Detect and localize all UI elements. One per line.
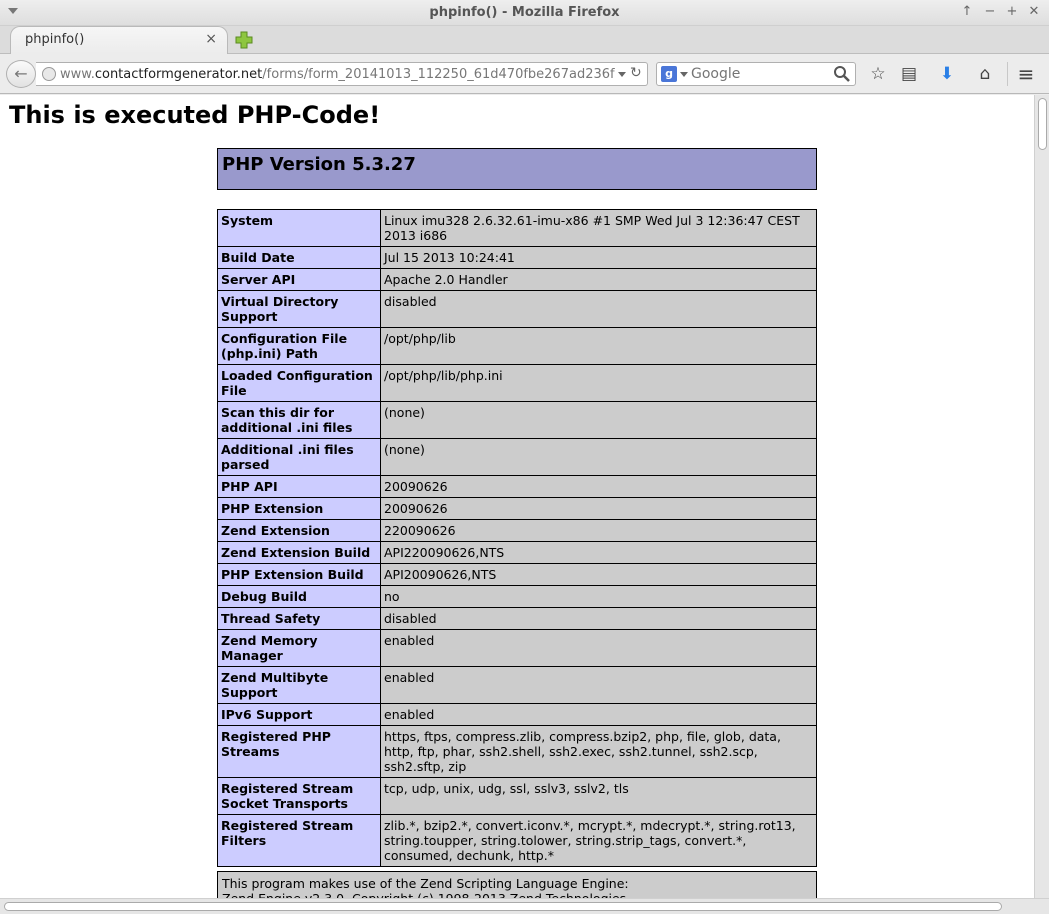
row-value: enabled bbox=[381, 630, 817, 667]
table-row bbox=[218, 608, 817, 630]
row-key: Zend Extension bbox=[218, 520, 381, 542]
table-row bbox=[218, 476, 817, 498]
row-value: API20090626,NTS bbox=[381, 564, 817, 586]
url-history-dropdown-icon[interactable] bbox=[618, 72, 626, 77]
google-engine-icon[interactable]: g bbox=[661, 66, 677, 82]
row-value: Linux imu328 2.6.32.61-imu-x86 #1 SMP Wed Jul 3 12:36:47 CEST 2013 i686 bbox=[381, 210, 817, 247]
row-key: Debug Build bbox=[218, 586, 381, 608]
reading-list-icon[interactable]: ▤ bbox=[900, 64, 918, 84]
search-bar bbox=[656, 62, 856, 86]
horizontal-scrollbar-thumb[interactable] bbox=[4, 902, 1002, 911]
row-value: API220090626,NTS bbox=[381, 542, 817, 564]
vertical-scrollbar-thumb[interactable] bbox=[1038, 98, 1047, 150]
table-row bbox=[218, 520, 817, 542]
table-row bbox=[218, 586, 817, 608]
url-prefix: www. bbox=[60, 67, 95, 82]
site-identity-globe-icon[interactable] bbox=[42, 67, 56, 81]
row-value: Apache 2.0 Handler bbox=[381, 269, 817, 291]
row-key: Registered Stream Socket Transports bbox=[218, 778, 381, 815]
row-key: PHP API bbox=[218, 476, 381, 498]
row-value: 220090626 bbox=[381, 520, 817, 542]
navigation-toolbar bbox=[0, 54, 1049, 94]
row-key: Zend Memory Manager bbox=[218, 630, 381, 667]
downloads-arrow-icon[interactable]: ⬇ bbox=[939, 64, 955, 84]
window-keep-above-button[interactable]: ↑ bbox=[961, 4, 973, 19]
tab-label: phpinfo() bbox=[25, 32, 85, 47]
table-row bbox=[218, 704, 817, 726]
url-domain: contactformgenerator.net bbox=[94, 67, 263, 82]
row-key: System bbox=[218, 210, 381, 247]
table-row bbox=[218, 439, 817, 476]
toolbar-separator bbox=[1007, 62, 1008, 86]
back-button[interactable]: ← bbox=[6, 60, 36, 88]
url-bar[interactable] bbox=[36, 62, 648, 86]
row-key: Configuration File (php.ini) Path bbox=[218, 328, 381, 365]
table-row bbox=[218, 402, 817, 439]
table-row bbox=[218, 667, 817, 704]
row-key: Registered Stream Filters bbox=[218, 815, 381, 867]
php-info-table bbox=[217, 209, 817, 867]
row-value: 20090626 bbox=[381, 498, 817, 520]
table-row bbox=[218, 564, 817, 586]
tab-phpinfo[interactable] bbox=[10, 26, 228, 54]
window-title: phpinfo() - Mozilla Firefox bbox=[429, 5, 620, 20]
row-value: /opt/php/lib bbox=[381, 328, 817, 365]
row-value: /opt/php/lib/php.ini bbox=[381, 365, 817, 402]
reload-icon[interactable]: ↻ bbox=[630, 65, 642, 81]
row-value: disabled bbox=[381, 608, 817, 630]
table-row bbox=[218, 210, 817, 247]
row-value: Jul 15 2013 10:24:41 bbox=[381, 247, 817, 269]
row-value: https, ftps, compress.zlib, compress.bzip2, php, file, glob, data, http, ftp, phar, ssh2.shell, ssh2.exec, ssh2.tunnel, ssh2.scp, ssh2.sftp, zip bbox=[381, 726, 817, 778]
window-minimize-button[interactable]: − bbox=[984, 4, 996, 19]
row-value: (none) bbox=[381, 402, 817, 439]
table-row bbox=[218, 269, 817, 291]
row-key: Thread Safety bbox=[218, 608, 381, 630]
zend-credit-line1: This program makes use of the Zend Scripting Language Engine: bbox=[222, 876, 629, 891]
php-version-title: PHP Version 5.3.27 bbox=[222, 154, 416, 175]
url-text[interactable] bbox=[60, 67, 615, 82]
table-row bbox=[218, 328, 817, 365]
row-key: Loaded Configuration File bbox=[218, 365, 381, 402]
row-key: Scan this dir for additional .ini files bbox=[218, 402, 381, 439]
table-row bbox=[218, 498, 817, 520]
row-value: enabled bbox=[381, 667, 817, 704]
url-path: /forms/form_20141013_112250_61d470fbe267ad236f bbox=[262, 67, 615, 82]
horizontal-scrollbar[interactable] bbox=[0, 898, 1049, 914]
row-value: 20090626 bbox=[381, 476, 817, 498]
row-key: PHP Extension Build bbox=[218, 564, 381, 586]
row-key: Zend Extension Build bbox=[218, 542, 381, 564]
row-key: Registered PHP Streams bbox=[218, 726, 381, 778]
row-value: (none) bbox=[381, 439, 817, 476]
row-key: Zend Multibyte Support bbox=[218, 667, 381, 704]
window-close-button[interactable]: ✕ bbox=[1028, 4, 1040, 19]
row-key: Additional .ini files parsed bbox=[218, 439, 381, 476]
table-row bbox=[218, 542, 817, 564]
row-key: IPv6 Support bbox=[218, 704, 381, 726]
row-key: Build Date bbox=[218, 247, 381, 269]
vertical-scrollbar[interactable] bbox=[1034, 95, 1049, 898]
search-magnifier-icon[interactable] bbox=[833, 65, 851, 83]
table-row bbox=[218, 365, 817, 402]
page-content bbox=[0, 95, 1034, 898]
table-row bbox=[218, 247, 817, 269]
page-heading: This is executed PHP-Code! bbox=[9, 101, 381, 129]
home-icon[interactable]: ⌂ bbox=[979, 64, 991, 84]
tab-close-icon[interactable]: × bbox=[205, 31, 217, 47]
new-tab-plus-icon[interactable] bbox=[234, 30, 254, 50]
php-version-header bbox=[217, 148, 817, 190]
row-key: Virtual Directory Support bbox=[218, 291, 381, 328]
table-row bbox=[218, 726, 817, 778]
table-row bbox=[218, 815, 817, 867]
row-value: enabled bbox=[381, 704, 817, 726]
table-row bbox=[218, 778, 817, 815]
window-maximize-button[interactable]: + bbox=[1006, 4, 1018, 19]
bookmark-star-icon[interactable]: ☆ bbox=[870, 64, 886, 84]
row-value: no bbox=[381, 586, 817, 608]
table-row bbox=[218, 630, 817, 667]
window-titlebar bbox=[0, 0, 1049, 26]
search-input[interactable] bbox=[691, 65, 831, 83]
hamburger-menu-icon[interactable]: ≡ bbox=[1017, 62, 1035, 86]
search-engine-dropdown-icon[interactable] bbox=[680, 72, 688, 77]
row-key: Server API bbox=[218, 269, 381, 291]
row-value: disabled bbox=[381, 291, 817, 328]
row-value: zlib.*, bzip2.*, convert.iconv.*, mcrypt.*, mdecrypt.*, string.rot13, string.toupper, string.tolower, string.strip_tags, convert.*, consumed, dechunk, http.* bbox=[381, 815, 817, 867]
table-row bbox=[218, 291, 817, 328]
row-key: PHP Extension bbox=[218, 498, 381, 520]
row-value: tcp, udp, unix, udg, ssl, sslv3, sslv2, tls bbox=[381, 778, 817, 815]
tab-strip bbox=[0, 26, 1049, 54]
